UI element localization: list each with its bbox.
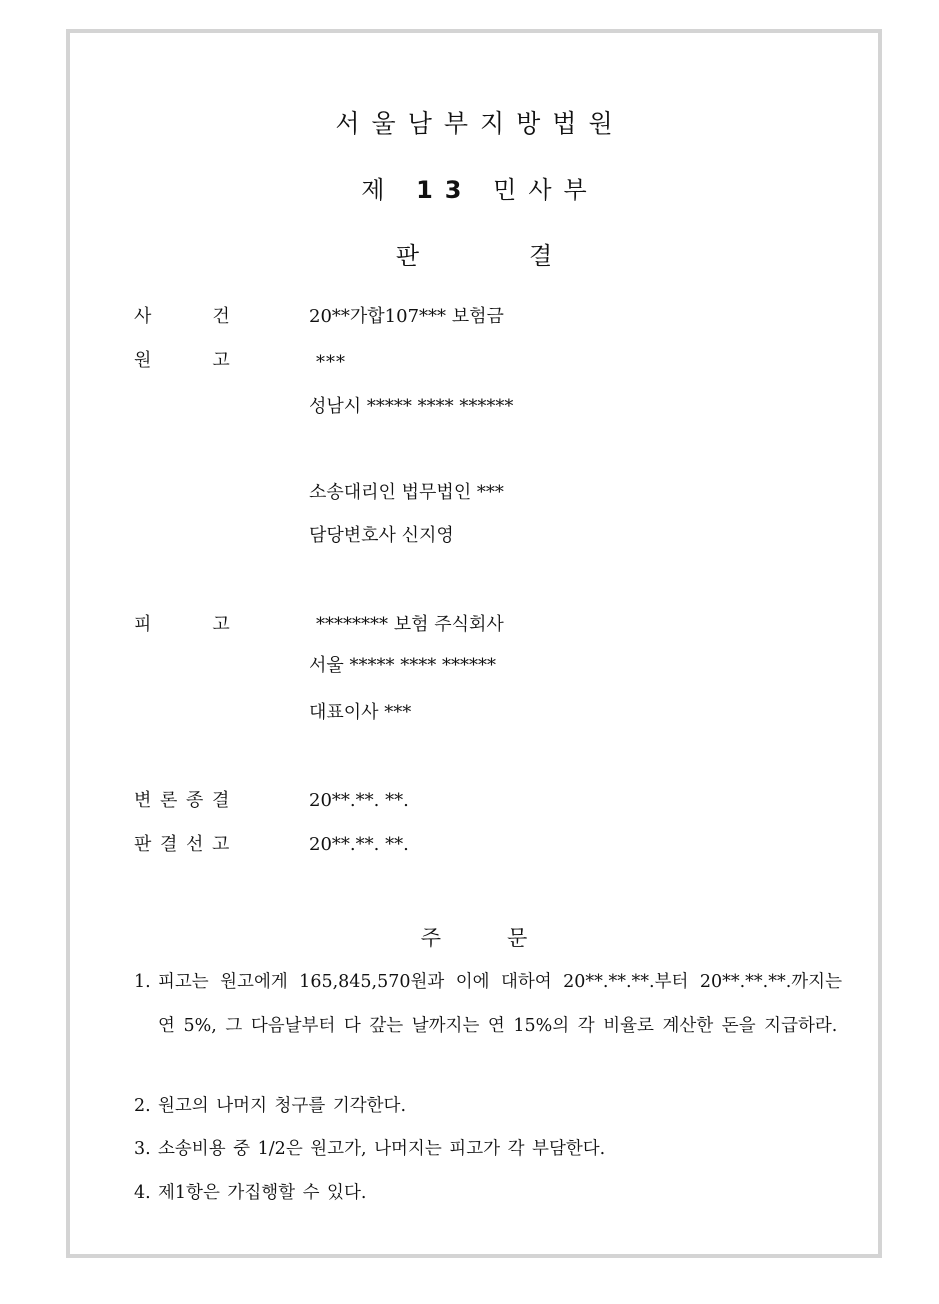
plaintiff-label: 원 고 (134, 350, 230, 371)
division-title (66, 170, 882, 205)
order-item-text: 제1항은 가집행할 수 있다. (158, 1183, 367, 1203)
defendant-label: 피 고 (134, 614, 230, 635)
order-item-text: 소송비용 중 1/2은 원고가, 나머지는 피고가 각 부담한다. (158, 1139, 606, 1159)
order-item-4 (134, 1171, 842, 1215)
division-number: 13 (416, 176, 474, 204)
order-item-2 (134, 1084, 842, 1128)
judgment-date-label: 판 결 선 고 (134, 834, 230, 855)
document-type-char-2: 결 (529, 242, 553, 270)
hearing-end-date: 20**.**. **. (309, 790, 409, 811)
document-type-char-1: 판 (395, 242, 419, 270)
order-item-text: 원고의 나머지 청구를 기각한다. (158, 1096, 407, 1116)
case-label: 사 건 (134, 306, 230, 327)
defendant-representative: 대표이사 *** (309, 702, 412, 723)
page-border (66, 29, 882, 1258)
order-item-number: 4. (134, 1183, 151, 1203)
hearing-end-label: 변 론 종 결 (134, 790, 230, 811)
division-prefix: 제 (361, 176, 397, 204)
division-suffix: 민사부 (493, 176, 599, 204)
order-item-3 (134, 1127, 842, 1171)
defendant-name: ******** 보험 주식회사 (316, 614, 504, 635)
judgment-date: 20**.**. **. (309, 834, 409, 855)
plaintiff-attorney: 소송대리인 법무법인 *** (309, 482, 504, 503)
plaintiff-lawyer: 담당변호사 신지영 (309, 525, 454, 546)
plaintiff-name: *** (316, 352, 346, 373)
court-name: 서울남부지방법원 (335, 109, 625, 138)
order-title: 주 문 (420, 926, 528, 950)
order-item-number: 1. (134, 972, 151, 992)
order-item-text: 피고는 원고에게 165,845,570원과 이에 대하여 20**.**.**.부터 20**.**.**.까지는 연 5%, 그 다음날부터 다 갚는 날까지는 연 15%의 각 비율로 계산한 돈을 지급하라. (158, 972, 842, 1036)
order-item-1 (134, 960, 842, 1048)
order-item-number: 3. (134, 1139, 151, 1159)
plaintiff-address: 성남시 ***** **** ****** (309, 396, 514, 417)
document-type (66, 236, 882, 271)
order-item-number: 2. (134, 1096, 151, 1116)
defendant-address: 서울 ***** **** ****** (309, 655, 496, 676)
case-value: 20**가합107*** 보험금 (309, 306, 504, 327)
